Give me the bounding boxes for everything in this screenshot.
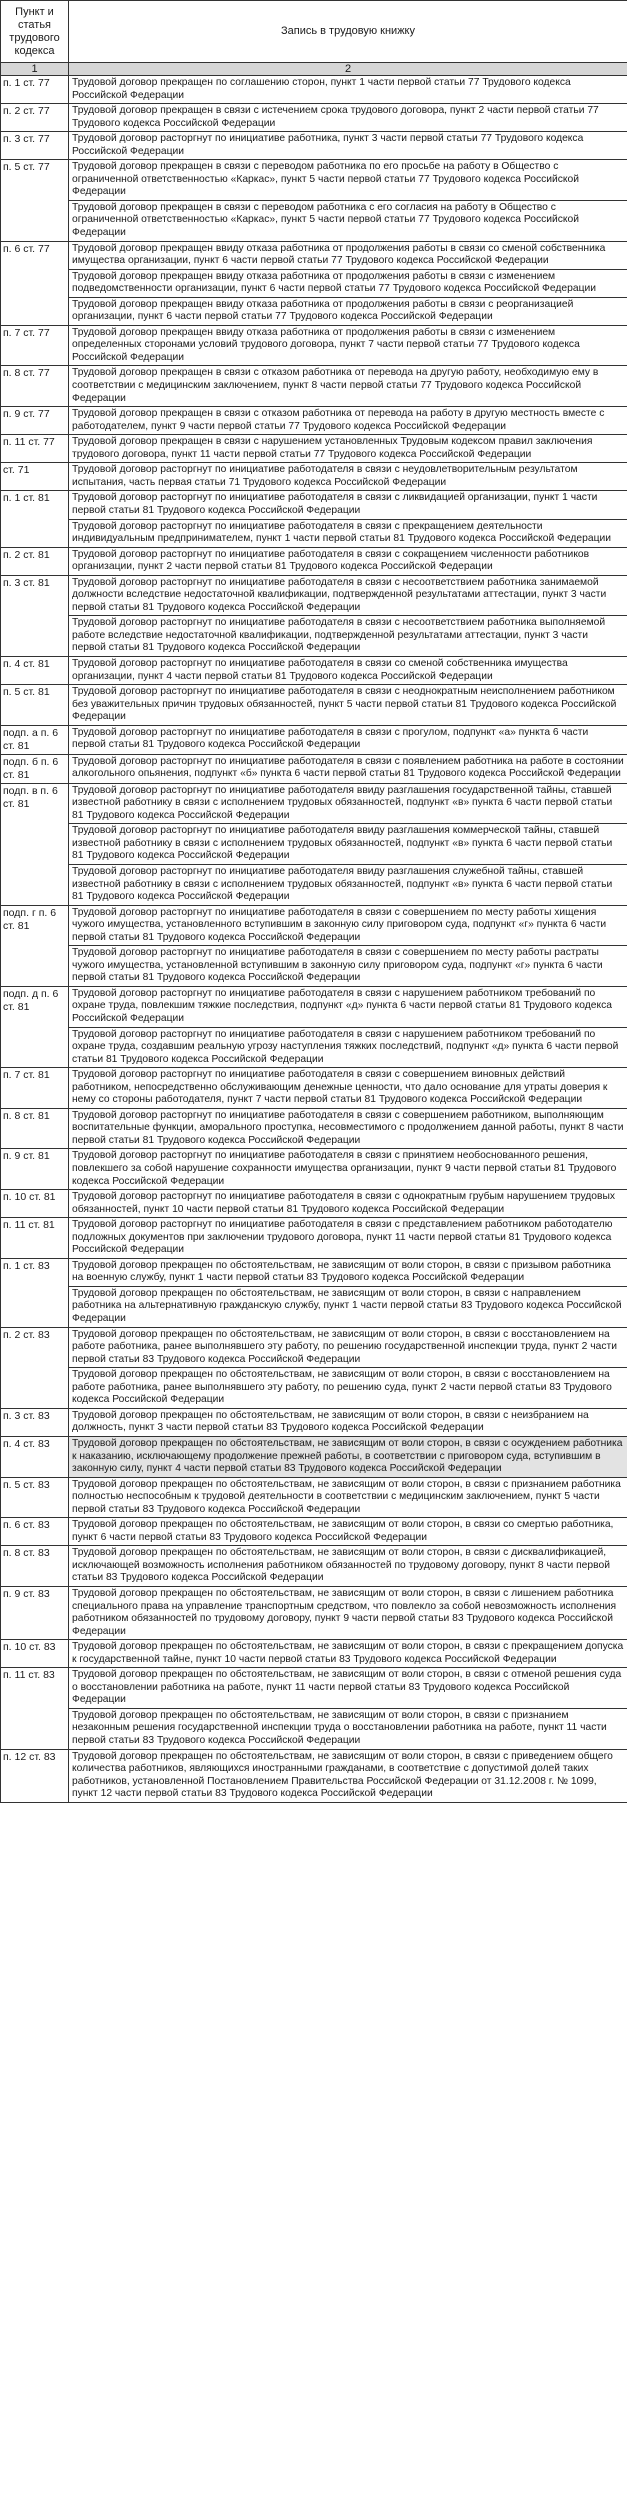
table-row xyxy=(1,1327,627,1368)
record-text-cell: Трудовой договор прекращен по обстоятельствам, не зависящим от воли сторон, в связи с признанием незаконным решения государственной инспекции труда о восстановлении работника на работе, пункт 11 части первой статьи 83 Трудового кодекса Российской Федерации xyxy=(69,1708,627,1749)
table-row xyxy=(1,1190,627,1218)
article-cell: подп. в п. 6 ст. 81 xyxy=(1,783,69,905)
header-row xyxy=(1,1,627,63)
article-cell: п. 11 ст. 81 xyxy=(1,1218,69,1259)
article-cell: п. 6 ст. 83 xyxy=(1,1518,69,1546)
table-row xyxy=(1,905,627,946)
article-cell: п. 11 ст. 83 xyxy=(1,1668,69,1749)
table-row xyxy=(1,1668,627,1709)
record-text-cell: Трудовой договор прекращен ввиду отказа работника от продолжения работы в связи со сменой собственника имущества организации, пункт 6 части первой статьи 77 Трудового кодекса Российской Федерации xyxy=(69,241,627,269)
table-row xyxy=(1,946,627,987)
table-row xyxy=(1,325,627,366)
record-text-cell: Трудовой договор расторгнут по инициативе работодателя в связи с сокращением численности работников организации, пункт 2 части первой статьи 81 Трудового кодекса Российской Федерации xyxy=(69,547,627,575)
table-row xyxy=(1,1286,627,1327)
record-text-cell: Трудовой договор прекращен по обстоятельствам, не зависящим от воли сторон, в связи с лишением работника специального права на управление транспортным средством, что повлекло за собой невозможность исполнения работником обязанностей по трудовому договору, пункт 9 части первой статьи 83 Трудового кодекса Российской Федерации xyxy=(69,1586,627,1639)
table-row xyxy=(1,685,627,726)
article-cell: п. 8 ст. 77 xyxy=(1,366,69,407)
article-cell: подп. г п. 6 ст. 81 xyxy=(1,905,69,986)
table-row xyxy=(1,1068,627,1109)
record-text-cell: Трудовой договор расторгнут по инициативе работодателя в связи с появлением работника на работе в состоянии алкогольного опьянения, подпункт «б» пункта 6 части первой статьи 81 Трудового кодекса Российской Федерации xyxy=(69,754,627,783)
table-row xyxy=(1,656,627,684)
record-text-cell: Трудовой договор расторгнут по инициативе работодателя в связи с принятием необоснованного решения, повлекшего за собой нарушение сохранности имущества организации, пункт 9 части первой статьи 81 Трудового кодекса Российской Федерации xyxy=(69,1149,627,1190)
article-cell: п. 10 ст. 83 xyxy=(1,1640,69,1668)
table-row xyxy=(1,1518,627,1546)
record-text-cell: Трудовой договор прекращен по обстоятельствам, не зависящим от воли сторон, в связи с отменой решения суда о восстановлении работника на работе, пункт 11 части первой статьи 83 Трудового кодекса Российской Федерации xyxy=(69,1668,627,1709)
article-cell: п. 9 ст. 83 xyxy=(1,1586,69,1639)
table-row xyxy=(1,1108,627,1149)
table-header xyxy=(1,1,627,76)
record-text-cell: Трудовой договор прекращен по обстоятельствам, не зависящим от воли сторон, в связи с осуждением работника к наказанию, исключающему продолжение прежней работы, в соответствии с приговором суда, вступившим в законную силу, пункт 4 части первой статьи 83 Трудового кодекса Российской Федерации xyxy=(69,1436,627,1477)
record-text-cell: Трудовой договор расторгнут по инициативе работодателя в связи с представлением работником работодателю подложных документов при заключении трудового договора, пункт 11 части первой статьи 81 Трудового кодекса Российской Федерации xyxy=(69,1218,627,1259)
record-text-cell: Трудовой договор расторгнут по инициативе работодателя в связи с несоответствием работника занимаемой должности вследствие недостаточной квалификации, подтвержденной результатами аттестации, пункт 3 части первой статьи 81 Трудового кодекса Российской Федерации xyxy=(69,575,627,616)
record-text-cell: Трудовой договор прекращен по обстоятельствам, не зависящим от воли сторон, в связи с приведением общего количества работников, являющихся иностранными гражданами, в соответствие с допустимой долей таких работников, установленной Постановлением Правительства Российской Федерации от 31.12.2008 г. № 1099, пункт 12 части первой статьи 83 Трудового кодекса Российской Федерации xyxy=(69,1749,627,1802)
article-cell: п. 5 ст. 77 xyxy=(1,160,69,241)
table-row xyxy=(1,435,627,463)
table-row xyxy=(1,104,627,132)
column-number-row xyxy=(1,63,627,76)
record-text-cell: Трудовой договор расторгнут по инициативе работодателя ввиду разглашения государственной тайны, ставшей известной работнику в связи с исполнением трудовых обязанностей, подпункт «в» пункта 6 части первой статьи 81 Трудового кодекса Российской Федерации xyxy=(69,783,627,824)
table-row xyxy=(1,491,627,519)
table-body xyxy=(1,76,627,1803)
table-row xyxy=(1,1708,627,1749)
record-text-cell: Трудовой договор расторгнут по инициативе работодателя ввиду разглашения служебной тайны, ставшей известной работнику в связи с исполнением трудовых обязанностей, подпункт «в» пункта 6 части первой статьи 81 Трудового кодекса Российской Федерации xyxy=(69,864,627,905)
table-row xyxy=(1,1218,627,1259)
article-cell: п. 1 ст. 77 xyxy=(1,76,69,104)
table-row xyxy=(1,160,627,201)
table-row xyxy=(1,366,627,407)
table-row xyxy=(1,76,627,104)
table-row xyxy=(1,1258,627,1286)
table-row xyxy=(1,725,627,754)
record-text-cell: Трудовой договор прекращен по обстоятельствам, не зависящим от воли сторон, в связи с направлением работника на альтернативную гражданскую службу, пункт 1 части первой статьи 83 Трудового кодекса Российской Федерации xyxy=(69,1286,627,1327)
table-row xyxy=(1,547,627,575)
table-row xyxy=(1,1640,627,1668)
article-cell: п. 3 ст. 77 xyxy=(1,132,69,160)
record-text-cell: Трудовой договор расторгнут по инициативе работодателя в связи с совершением виновных действий работником, непосредственно обслуживающим денежные ценности, что дало основание для утраты доверия к нему со стороны работодателя, пункт 7 части первой статьи 81 Трудового кодекса Российской Федерации xyxy=(69,1068,627,1109)
article-cell: п. 7 ст. 81 xyxy=(1,1068,69,1109)
record-text-cell: Трудовой договор прекращен по обстоятельствам, не зависящим от воли сторон, в связи с признанием работника полностью неспособным к трудовой деятельности в соответствии с медицинским заключением, пункт 5 части первой статьи 83 Трудового кодекса Российской Федерации xyxy=(69,1477,627,1518)
record-text-cell: Трудовой договор прекращен в связи с отказом работника от перевода на работу в другую местность вместе с работодателем, пункт 9 части первой статьи 77 Трудового кодекса Российской Федерации xyxy=(69,407,627,435)
column-number-1: 1 xyxy=(1,63,69,76)
article-cell: п. 9 ст. 81 xyxy=(1,1149,69,1190)
article-cell: п. 2 ст. 83 xyxy=(1,1327,69,1408)
article-cell: п. 4 ст. 81 xyxy=(1,656,69,684)
record-text-cell: Трудовой договор расторгнут по инициативе работодателя в связи с неудовлетворительным результатом испытания, часть первая статьи 71 Трудового кодекса Российской Федерации xyxy=(69,463,627,491)
table-row xyxy=(1,1436,627,1477)
record-text-cell: Трудовой договор расторгнут по инициативе работника, пункт 3 части первой статьи 77 Трудового кодекса Российской Федерации xyxy=(69,132,627,160)
record-text-cell: Трудовой договор прекращен ввиду отказа работника от продолжения работы в связи с изменением подведомственности организации, пункт 6 части первой статьи 77 Трудового кодекса Российской Федерации xyxy=(69,269,627,297)
article-cell: п. 8 ст. 83 xyxy=(1,1546,69,1587)
record-text-cell: Трудовой договор прекращен по обстоятельствам, не зависящим от воли сторон, в связи с дисквалификацией, исключающей возможность исполнения работником обязанностей по трудовому договору, пункт 8 части первой статьи 83 Трудового кодекса Российской Федерации xyxy=(69,1546,627,1587)
record-text-cell: Трудовой договор прекращен в связи с переводом работника с его согласия на работу в Общество с ограниченной ответственностью «Каркас», пункт 5 части первой статьи 77 Трудового кодекса Российской Федерации xyxy=(69,200,627,241)
table-row xyxy=(1,463,627,491)
table-row xyxy=(1,783,627,824)
header-record-column: Запись в трудовую книжку xyxy=(69,1,627,63)
article-cell: подп. а п. 6 ст. 81 xyxy=(1,725,69,754)
article-cell: ст. 71 xyxy=(1,463,69,491)
table-row xyxy=(1,200,627,241)
table-row xyxy=(1,132,627,160)
record-text-cell: Трудовой договор расторгнут по инициативе работодателя в связи с нарушением работником требований по охране труда, повлекшим тяжкие последствия, подпункт «д» пункта 6 части первой статьи 81 Трудового кодекса Российской Федерации xyxy=(69,986,627,1027)
record-text-cell: Трудовой договор прекращен в связи с истечением срока трудового договора, пункт 2 части первой статьи 77 Трудового кодекса Российской Федерации xyxy=(69,104,627,132)
record-text-cell: Трудовой договор прекращен по обстоятельствам, не зависящим от воли сторон, в связи со смертью работника, пункт 6 части первой статьи 83 Трудового кодекса Российской Федерации xyxy=(69,1518,627,1546)
table-row xyxy=(1,986,627,1027)
record-text-cell: Трудовой договор расторгнут по инициативе работодателя в связи с ликвидацией организации, пункт 1 части первой статьи 81 Трудового кодекса Российской Федерации xyxy=(69,491,627,519)
table-row xyxy=(1,824,627,865)
table-row xyxy=(1,1749,627,1802)
article-cell: п. 10 ст. 81 xyxy=(1,1190,69,1218)
record-text-cell: Трудовой договор прекращен по обстоятельствам, не зависящим от воли сторон, в связи с восстановлением на работе работника, ранее выполнявшего эту работу, по решению государственной инспекции труда, пункт 2 части первой статьи 83 Трудового кодекса Российской Федерации xyxy=(69,1327,627,1368)
article-cell: п. 1 ст. 83 xyxy=(1,1258,69,1327)
table-row xyxy=(1,1368,627,1409)
article-cell: п. 11 ст. 77 xyxy=(1,435,69,463)
article-cell: п. 2 ст. 77 xyxy=(1,104,69,132)
table-row xyxy=(1,1027,627,1068)
record-text-cell: Трудовой договор прекращен ввиду отказа работника от продолжения работы в связи с изменением определенных сторонами условий трудового договора, пункт 7 части первой статьи 77 Трудового кодекса Российской Федерации xyxy=(69,325,627,366)
table-row xyxy=(1,269,627,297)
record-text-cell: Трудовой договор расторгнут по инициативе работодателя в связи с однократным грубым нарушением трудовых обязанностей, пункт 10 части первой статьи 81 Трудового кодекса Российской Федерации xyxy=(69,1190,627,1218)
record-text-cell: Трудовой договор прекращен ввиду отказа работника от продолжения работы в связи с реорганизацией организации, пункт 6 части первой статьи 77 Трудового кодекса Российской Федерации xyxy=(69,297,627,325)
article-cell: п. 9 ст. 77 xyxy=(1,407,69,435)
article-cell: п. 2 ст. 81 xyxy=(1,547,69,575)
table-row xyxy=(1,241,627,269)
record-text-cell: Трудовой договор расторгнут по инициативе работодателя в связи с совершением по месту работы растраты чужого имущества, установленной вступившим в законную силу приговором суда, подпункт «г» пункта 6 части первой статьи 81 Трудового кодекса Российской Федерации xyxy=(69,946,627,987)
record-text-cell: Трудовой договор расторгнут по инициативе работодателя в связи с совершением по месту работы хищения чужого имущества, установленного вступившим в законную силу приговором суда, подпункт «г» пункта 6 части первой статьи 81 Трудового кодекса Российской Федерации xyxy=(69,905,627,946)
article-cell: п. 5 ст. 83 xyxy=(1,1477,69,1518)
record-text-cell: Трудовой договор расторгнут по инициативе работодателя в связи с неоднократным неисполнением работником без уважительных причин трудовых обязанностей, пункт 5 части первой статьи 81 Трудового кодекса Российской Федерации xyxy=(69,685,627,726)
article-cell: п. 3 ст. 83 xyxy=(1,1408,69,1436)
article-cell: п. 7 ст. 77 xyxy=(1,325,69,366)
table-row xyxy=(1,1477,627,1518)
record-text-cell: Трудовой договор расторгнут по инициативе работодателя в связи со сменой собственника имущества организации, пункт 4 части первой статьи 81 Трудового кодекса Российской Федерации xyxy=(69,656,627,684)
table-row xyxy=(1,864,627,905)
record-text-cell: Трудовой договор прекращен по обстоятельствам, не зависящим от воли сторон, в связи с прекращением допуска к государственной тайне, пункт 10 части первой статьи 83 Трудового кодекса Российской Федерации xyxy=(69,1640,627,1668)
table-row xyxy=(1,519,627,547)
record-text-cell: Трудовой договор прекращен по обстоятельствам, не зависящим от воли сторон, в связи с восстановлением на работе работника, ранее выполнявшего эту работу, по решению суда, пункт 2 части первой статьи 83 Трудового кодекса Российской Федерации xyxy=(69,1368,627,1409)
record-text-cell: Трудовой договор прекращен по обстоятельствам, не зависящим от воли сторон, в связи с призывом работника на военную службу, пункт 1 части первой статьи 83 Трудового кодекса Российской Федерации xyxy=(69,1258,627,1286)
article-cell: подп. д п. 6 ст. 81 xyxy=(1,986,69,1067)
table-row xyxy=(1,407,627,435)
article-cell: подп. б п. 6 ст. 81 xyxy=(1,754,69,783)
article-cell: п. 6 ст. 77 xyxy=(1,241,69,325)
record-text-cell: Трудовой договор расторгнут по инициативе работодателя в связи с совершением работником, выполняющим воспитательные функции, аморального проступка, несовместимого с продолжением данной работы, пункт 8 части первой статьи 81 Трудового кодекса Российской Федерации xyxy=(69,1108,627,1149)
table-row xyxy=(1,1149,627,1190)
record-text-cell: Трудовой договор расторгнут по инициативе работодателя ввиду разглашения коммерческой тайны, ставшей известной работнику в связи с исполнением трудовых обязанностей, подпункт «в» пункта 6 части первой статьи 81 Трудового кодекса Российской Федерации xyxy=(69,824,627,865)
article-cell: п. 5 ст. 81 xyxy=(1,685,69,726)
article-cell: п. 12 ст. 83 xyxy=(1,1749,69,1802)
record-text-cell: Трудовой договор прекращен в связи с отказом работника от перевода на другую работу, необходимую ему в соответствии с медицинским заключением, пункт 8 части первой статьи 77 Трудового кодекса Российской Федерации xyxy=(69,366,627,407)
table-row xyxy=(1,754,627,783)
record-text-cell: Трудовой договор прекращен по обстоятельствам, не зависящим от воли сторон, в связи с неизбранием на должность, пункт 3 части первой статьи 83 Трудового кодекса Российской Федерации xyxy=(69,1408,627,1436)
record-text-cell: Трудовой договор расторгнут по инициативе работодателя в связи с прекращением деятельности индивидуальным предпринимателем, пункт 1 части первой статьи 81 Трудового кодекса Российской Федерации xyxy=(69,519,627,547)
record-text-cell: Трудовой договор расторгнут по инициативе работодателя в связи с нарушением работником требований по охране труда, создавшим реальную угрозу наступления тяжких последствий, подпункт «д» пункта 6 части первой статьи 81 Трудового кодекса Российской Федерации xyxy=(69,1027,627,1068)
header-article-column: Пункт и статья трудового кодекса xyxy=(1,1,69,63)
table-row xyxy=(1,1546,627,1587)
record-text-cell: Трудовой договор прекращен по соглашению сторон, пункт 1 части первой статьи 77 Трудового кодекса Российской Федерации xyxy=(69,76,627,104)
article-cell: п. 3 ст. 81 xyxy=(1,575,69,656)
column-number-2: 2 xyxy=(69,63,627,76)
table-row xyxy=(1,1408,627,1436)
article-cell: п. 8 ст. 81 xyxy=(1,1108,69,1149)
table-row xyxy=(1,616,627,657)
table-row xyxy=(1,575,627,616)
record-text-cell: Трудовой договор прекращен в связи с нарушением установленных Трудовым кодексом правил заключения трудового договора, пункт 11 части первой статьи 77 Трудового кодекса Российской Федерации xyxy=(69,435,627,463)
record-text-cell: Трудовой договор расторгнут по инициативе работодателя в связи с прогулом, подпункт «а» пункта 6 части первой статьи 81 Трудового кодекса Российской Федерации xyxy=(69,725,627,754)
record-text-cell: Трудовой договор расторгнут по инициативе работодателя в связи с несоответствием работника выполняемой работе вследствие недостаточной квалификации, подтвержденной результатами аттестации, пункт 3 части первой статьи 81 Трудового кодекса Российской Федерации xyxy=(69,616,627,657)
article-cell: п. 1 ст. 81 xyxy=(1,491,69,547)
table-row xyxy=(1,297,627,325)
record-text-cell: Трудовой договор прекращен в связи с переводом работника по его просьбе на работу в Общество с ограниченной ответственностью «Каркас», пункт 5 части первой статьи 77 Трудового кодекса Российской Федерации xyxy=(69,160,627,201)
table-row xyxy=(1,1586,627,1639)
article-cell: п. 4 ст. 83 xyxy=(1,1436,69,1477)
